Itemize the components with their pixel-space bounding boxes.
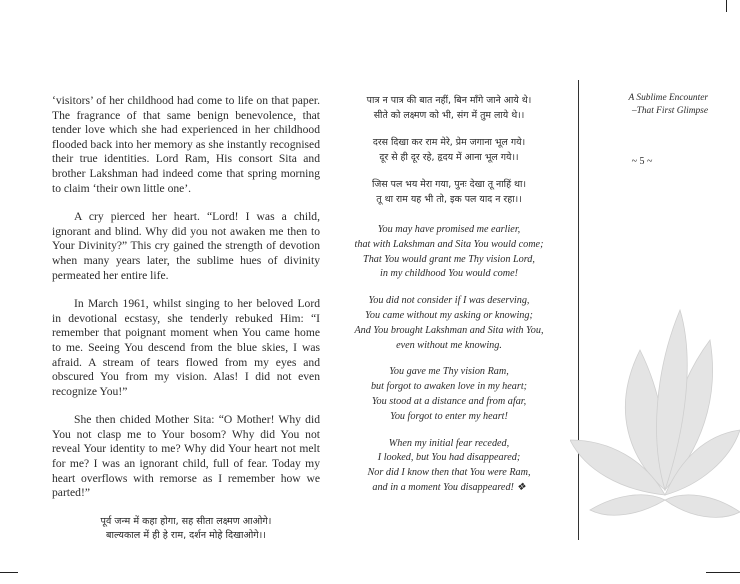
paragraph-4: She then chided Mother Sita: “O Mother! Why did You not clasp me to Your bosom? Why did You not reveal Your identity to me? Why did Your heart not melt for me? I was an ignorant child, full of fear. Today my heart overflows with remorse as I remember how we parted!” <box>52 413 320 500</box>
chapter-title-line: –That First Glimpse <box>631 106 708 116</box>
paragraph-3: In March 1961, whilst singing to her beloved Lord in devotional ecstasy, she tenderly rebuked Him: “I remember that poignant moment when You came home to me. Seeing You descend from the blue skies, I was afraid. A stream of tears flowed from my eyes and obscured You from my vision. Alas! I did not even recognize You!” <box>52 297 320 398</box>
poem-line: You stood at a distance and from afar, <box>371 395 527 407</box>
english-stanza-4 <box>336 437 562 496</box>
poem-line: And You brought Lakshman and Sita with You, <box>354 324 544 336</box>
hindi-stanza-3 <box>336 178 562 207</box>
hindi-line: बाल्यकाल में ही हे राम, दर्शन मोहे दिखाओगे।। <box>106 529 266 541</box>
hindi-line: पात्र न पात्र की बात नहीं, बिन माँगे जाने आये थे। <box>366 95 532 106</box>
hindi-stanza-1 <box>336 94 562 123</box>
page-number: ~ 5 ~ <box>631 156 653 167</box>
poem-line: You forgot to enter my heart! <box>390 410 508 422</box>
poem-line: When my initial fear receded, <box>388 437 510 449</box>
english-stanza-3 <box>336 365 562 424</box>
hindi-stanza-2 <box>336 136 562 165</box>
hindi-line: दरस दिखा कर राम मेरे, प्रेम जगाना भूल गये। <box>372 137 526 148</box>
poem-line: I looked, but You had disappeared; <box>377 452 521 464</box>
crop-mark-bottom-right <box>706 572 740 573</box>
crop-mark-top <box>726 0 727 12</box>
hindi-line: तू था राम यह भी तो, इक पल याद न रहा।। <box>376 193 522 205</box>
poem-column <box>336 94 562 508</box>
poem-line: That You would grant me Thy vision Lord, <box>363 253 535 265</box>
poem-line: You did not consider if I was deserving, <box>368 295 530 307</box>
hindi-couplet <box>52 515 320 543</box>
english-stanza-1 <box>336 223 562 282</box>
chapter-title-line: A Sublime Encounter <box>628 93 708 103</box>
paragraph-1: ‘visitors’ of her childhood had come to life on that paper. The fragrance of that same benign benevolence, that tender love which she had experienced in her childhood flooded back into her memory as she instantly recognised their true identities. Lord Ram, His consort Sita and brother Lakshman had indeed come that spring morning to claim ‘their own little one’. <box>52 94 320 195</box>
poem-line: in my childhood You would come! <box>380 268 518 280</box>
poem-line: but forgot to awaken love in my heart; <box>370 381 528 393</box>
poem-line: Nor did I know then that You were Ram, <box>367 467 531 479</box>
crop-mark-bottom-left <box>0 572 18 573</box>
hindi-line: सीते को लक्ष्मण को भी, संग में तुम लाये थे।। <box>373 109 525 121</box>
poem-line: that with Lakshman and Sita You would come; <box>354 238 544 250</box>
poem-line: You may have promised me earlier, <box>377 224 521 235</box>
left-text-column <box>52 94 320 543</box>
hindi-line: पूर्व जन्म में कहा होगा, सह सीता लक्ष्मण आओगे। <box>100 515 272 527</box>
poem-line: You gave me Thy vision Ram, <box>389 366 509 378</box>
chapter-title <box>598 92 708 118</box>
poem-line: and in a moment You disappeared! ❖ <box>372 481 526 493</box>
hindi-line: जिस पल भय मेरा गया, पुनः देखा तू नाहिं था। <box>371 179 527 190</box>
hindi-line: दूर से ही दूर रहे, हृदय में आना भूल गये।। <box>379 151 519 163</box>
english-stanza-2 <box>336 294 562 353</box>
paragraph-2: A cry pierced her heart. “Lord! I was a child, ignorant and blind. Why did you not awaken me then to Your Divinity?” This cry gained the strength of devotion when many years later, the sublime hues of divinity permeated her entire life. <box>52 210 320 282</box>
poem-line: You came without my asking or knowing; <box>365 309 533 321</box>
lotus-flower-icon <box>570 290 740 550</box>
poem-line: even without me knowing. <box>396 339 502 351</box>
